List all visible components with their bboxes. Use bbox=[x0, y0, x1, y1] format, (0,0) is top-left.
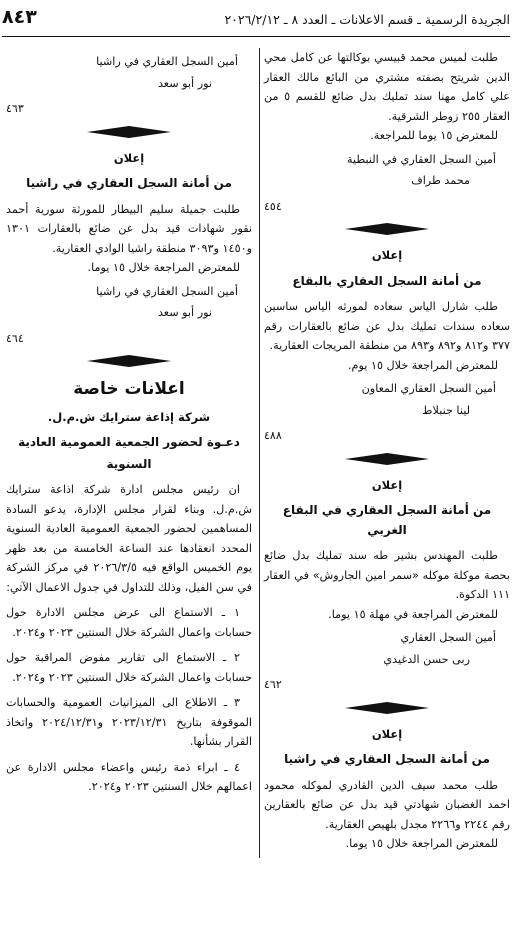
ornament-divider bbox=[264, 452, 510, 466]
special-announcements bbox=[6, 380, 252, 797]
section-heading: اعلانات خاصة bbox=[73, 379, 185, 399]
signature-title: أمين السجل العقاري bbox=[400, 631, 496, 644]
signature-title: أمين السجل العقاري في راشيا bbox=[96, 55, 238, 68]
notice-label: إعلان bbox=[371, 477, 403, 492]
notice-body: طلبت المهندس بشير طه سند تمليك بدل ضائع بحصة موكلة موكله «سمر امين الجاروش» في العقار ١١١ الدكوة. bbox=[264, 549, 510, 601]
notice-label: إعلان bbox=[371, 248, 403, 262]
notice-objection: للمعترض المراجعة خلال ١٥ يوما. bbox=[87, 261, 240, 274]
ornament-divider-icon bbox=[345, 223, 429, 235]
notice-west-bekaa bbox=[264, 476, 510, 695]
notice-objection: للمعترض ١٥ يوما للمراجعة. bbox=[370, 129, 498, 142]
notice-objection: للمعترض المراجعة خلال ١٥ يوما. bbox=[345, 837, 498, 850]
signature-title: أمين السجل العقاري في النبطية bbox=[346, 152, 496, 166]
ornament-divider-icon bbox=[87, 126, 171, 138]
agenda-item: ٢ ـ الاستماع الى تقارير مفوض المراقبة حول حسابات واعمال الشركة خلال السنتين ٢٠٢٣ و٢٠٢٤. bbox=[6, 651, 252, 684]
invitation-title: دعـوة لحضور الجمعية العمومية العادية bbox=[18, 435, 240, 449]
column-divider bbox=[259, 48, 260, 858]
notice-title: من أمانة السجل العقاري في راشيا bbox=[284, 752, 490, 766]
invitation-intro: ان رئيس مجلس ادارة شركة اذاعة سترايك ش.م.ل. وبناء لقرار مجلس الإدارة، يدعو السادة المساهمين لحضور الجمعية العمومية العادية السنوية المحدد انعقادها عند الساعة الخامسة من بعد ظهر يوم الخميس الواقع فيه ٢٠٢٦/٣/٥ في مركز الشركة في سن الفيل، وذلك للتداول في جدول الاعمال الآتي: bbox=[6, 483, 252, 594]
ornament-divider bbox=[6, 354, 252, 368]
ornament-divider-icon bbox=[345, 453, 429, 465]
notice-label: إعلان bbox=[113, 150, 145, 165]
agenda-item: ٤ ـ ابراء ذمة رئيس واعضاء مجلس الادارة عن اعمالهم خلال السنتين ٢٠٢٣ و٢٠٢٤. bbox=[6, 760, 252, 793]
notice-number: ٤٥٤ bbox=[264, 199, 282, 213]
ornament-divider-icon bbox=[87, 355, 171, 367]
notice-body: طلبت لميس محمد قبيسي بوكالتها عن كامل محي الدين شريتح بصفته مشتري من البائع مالك العقار علي كامل مهنا سند تمليك بدل ضائع للقسم ٥ من العقار ٢٥٥ زوطر الشرقية. bbox=[264, 51, 510, 123]
agenda-item: ١ ـ الاستماع الى عرض مجلس الادارة حول حسابات واعمال الشركة خلال السنتين ٢٠٢٣ و٢٠٢٤. bbox=[6, 606, 252, 639]
notice-body: طلبت جميلة سليم البيطار للمورثة سورية أحمد نقور شهادات قيد بدل عن ضائع بالعقارات ١٣٠١ و١٤٥٠ و٣٠٩٣ منطقة راشيا الوادي العقارية. bbox=[6, 202, 252, 255]
signature-name: لينا جنبلاط bbox=[422, 403, 470, 417]
notice-body: طلب شارل الياس سعاده لمورثه الياس ساسين سعاده سندات تمليك بدل عن ضائع بالعقارات رقم ٣٧٧ و٨١٢ و٨٩٢ و٨٩٣ من منطقة المريجات العقارية. bbox=[264, 300, 510, 352]
notice-rashaya-2 bbox=[264, 725, 510, 854]
ornament-divider bbox=[264, 701, 510, 715]
signature-name: نور أبو سعد bbox=[157, 306, 212, 319]
signature-title: أمين السجل العقاري المعاون bbox=[361, 382, 496, 395]
right-column bbox=[264, 48, 510, 854]
notice-number: ٤٦٣ bbox=[6, 102, 24, 115]
page-number: ٨٤٣ bbox=[2, 6, 37, 28]
notice-label: إعلان bbox=[371, 726, 403, 741]
invitation-title-cont: السنوية bbox=[106, 456, 152, 471]
company-name: شركة إذاعة سترايك ش.م.ل. bbox=[47, 409, 211, 424]
notice-title: من أمانة السجل العقاري في البقاع الغربي bbox=[282, 503, 492, 537]
notice-title: من أمانة السجل العقاري في راشيا bbox=[26, 176, 232, 190]
ornament-divider bbox=[6, 125, 252, 139]
notice-number: ٤٦٤ bbox=[6, 331, 24, 345]
signature-block-rashaya bbox=[6, 52, 252, 119]
notice-number: ٤٦٢ bbox=[264, 678, 282, 691]
signature-name: ربى حسن الدغيدي bbox=[383, 652, 470, 666]
notice-number: ٤٨٨ bbox=[264, 429, 282, 442]
page-header bbox=[2, 6, 510, 37]
ornament-divider bbox=[264, 222, 510, 236]
notice-body: طلب محمد سيف الدين القادري لموكله محمود احمد الغضبان شهادتي قيد بدل عن ضائع بالعقارين رقم ٢٢٤٤ و٢٢٦٦ مجدل بلهيص العقارية. bbox=[264, 778, 510, 831]
notice-rashaya-1 bbox=[6, 149, 252, 349]
signature-name: محمد طراف bbox=[411, 174, 470, 187]
notice-bekaa bbox=[264, 246, 510, 446]
notice-objection: للمعترض المراجعة خلال ١٥ يوم. bbox=[348, 358, 498, 372]
header-title: الجريدة الرسمية ـ قسم الاعلانات ـ العدد ٨ ـ ٢٠٢٦/٢/١٢ bbox=[224, 12, 510, 27]
agenda-item: ٣ ـ الاطلاع الى الميزانيات العمومية والحسابات الموقوفة بتاريخ ٢٠٢٣/١٢/٣١ و٢٠٢٤/١٢/٣١ واتخاذ القرار بشأنها. bbox=[6, 696, 252, 748]
signature-title: أمين السجل العقاري في راشيا bbox=[96, 284, 238, 298]
notice-lamis bbox=[264, 48, 510, 216]
left-column bbox=[6, 48, 252, 797]
ornament-divider-icon bbox=[345, 702, 429, 714]
notice-objection: للمعترض المراجعة في مهلة ١٥ يوما. bbox=[328, 607, 498, 621]
notice-title: من أمانة السجل العقاري بالبقاع bbox=[292, 273, 482, 288]
signature-name: نور أبو سعد bbox=[157, 76, 212, 90]
